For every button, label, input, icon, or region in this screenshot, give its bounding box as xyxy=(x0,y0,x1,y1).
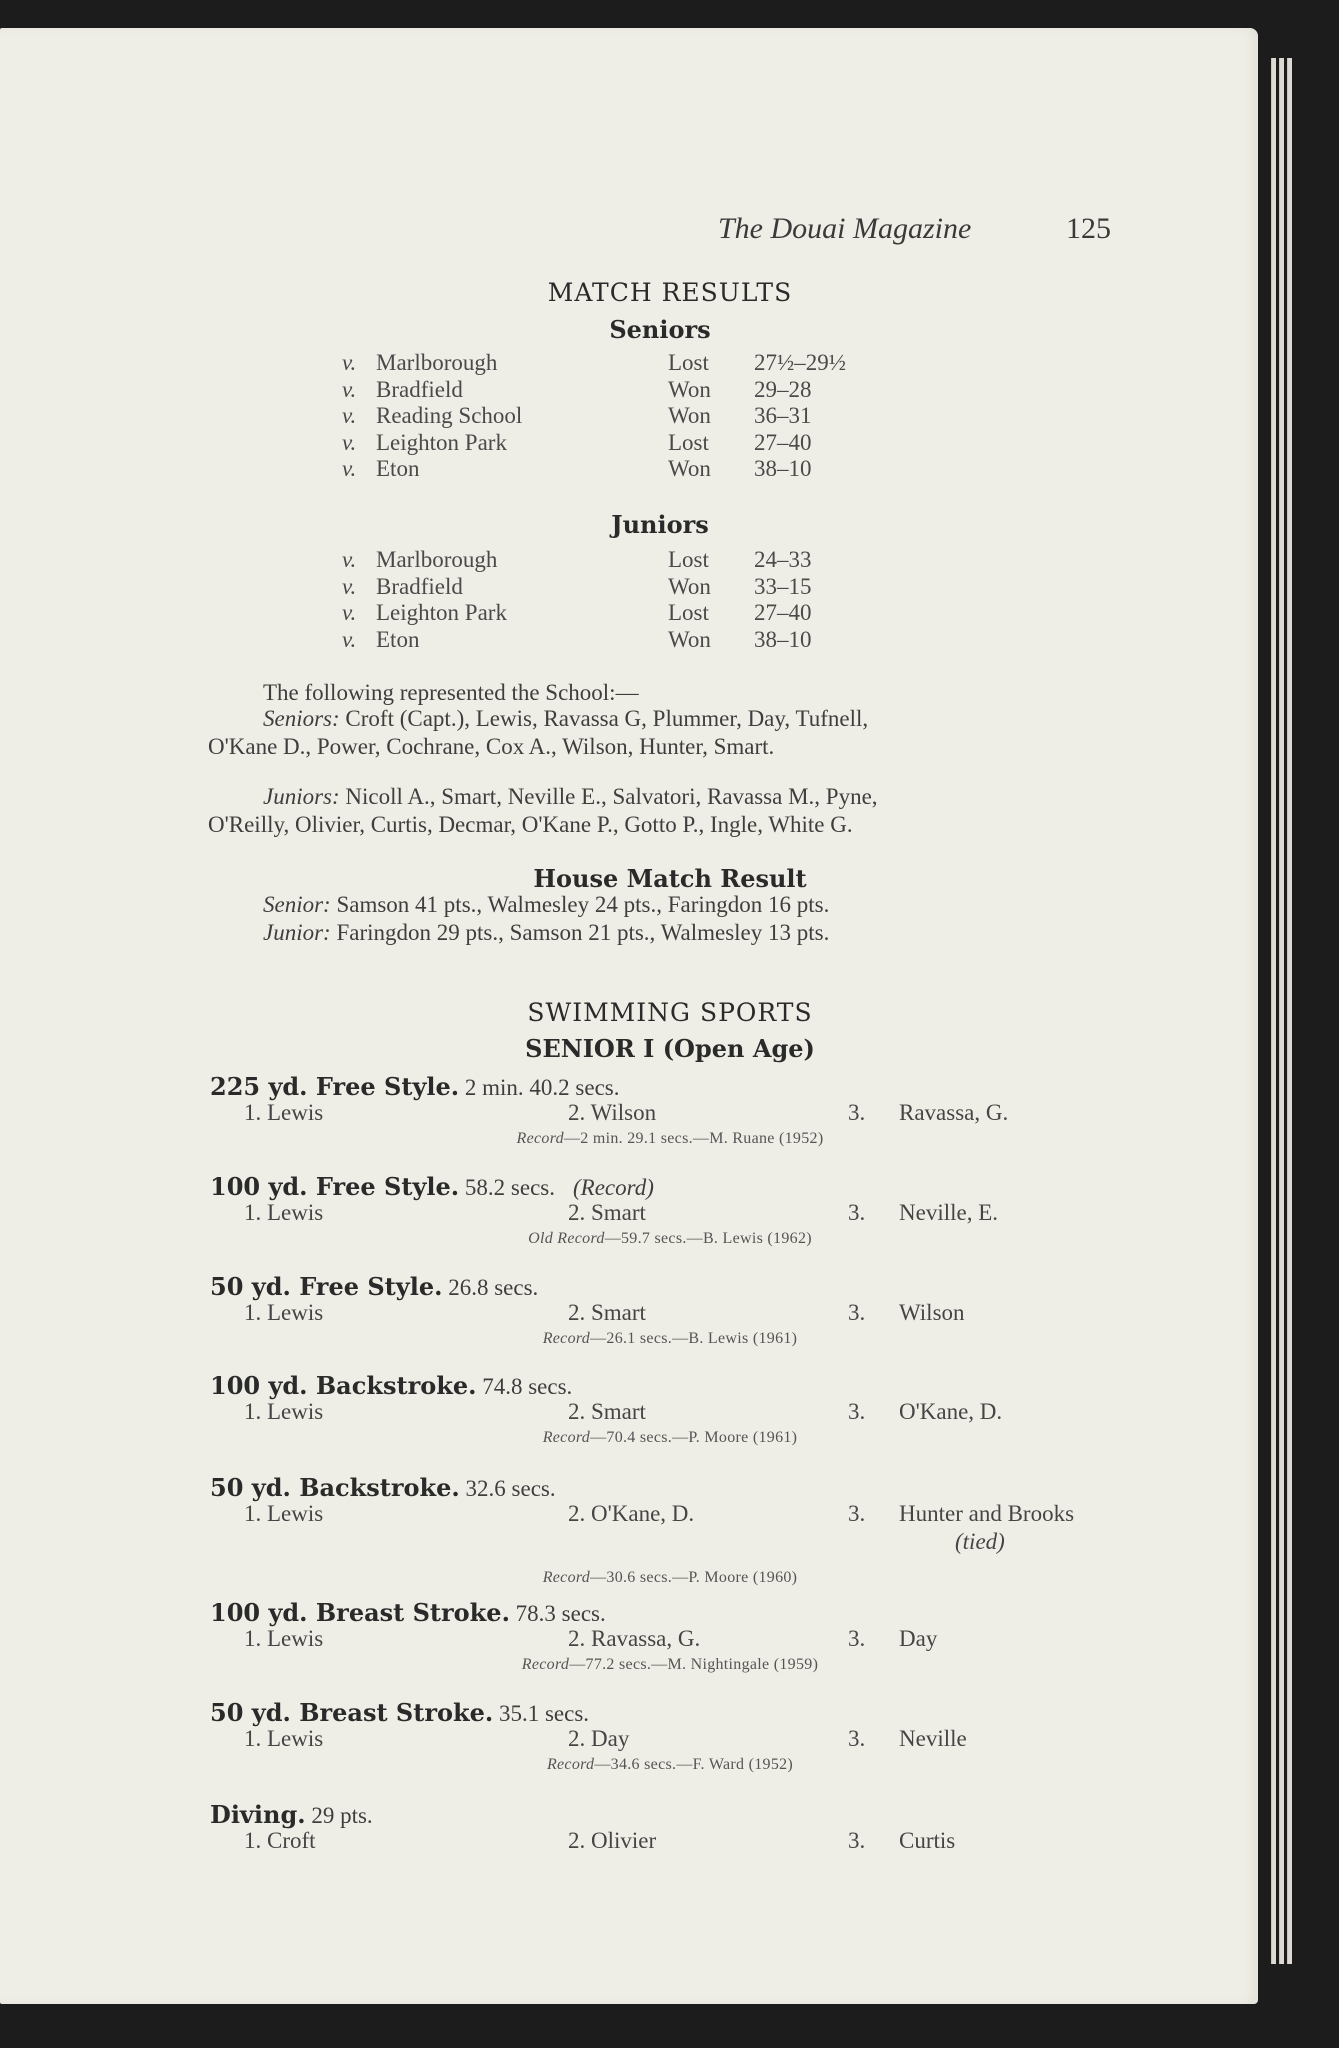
match-result: Won xyxy=(668,626,711,652)
event-name: 50 yd. Breast Stroke. xyxy=(210,1698,494,1727)
third-place-note: (tied) xyxy=(955,1529,1005,1554)
event-heading xyxy=(210,1800,373,1830)
event-heading xyxy=(210,1598,606,1628)
swimming-title: SWIMMING SPORTS xyxy=(527,998,813,1027)
event-time: 35.1 secs. xyxy=(493,1701,590,1726)
event-name: 50 yd. Free Style. xyxy=(210,1272,443,1301)
match-result: Won xyxy=(668,573,711,599)
house-senior-line xyxy=(263,892,829,918)
page-edge xyxy=(1279,58,1284,1964)
opponent-name: Marlborough xyxy=(376,547,498,572)
record-label: Record xyxy=(542,1330,591,1347)
third-place-number: 3. xyxy=(848,1100,866,1125)
third-place: Curtis xyxy=(899,1828,956,1853)
juniors-team-names: Nicoll A., Smart, Neville E., Salvatori, Ravassa M., Pyne, xyxy=(345,784,878,809)
record-line xyxy=(430,1330,910,1348)
match-score: 33–15 xyxy=(754,573,812,599)
seniors-team-label: Seniors: xyxy=(263,706,340,731)
record-text: —26.1 secs.—B. Lewis (1961) xyxy=(590,1330,798,1347)
juniors-team-line xyxy=(263,784,878,810)
third-place: O'Kane, D. xyxy=(899,1399,1003,1424)
opponent-name: Reading School xyxy=(376,403,523,428)
record-line xyxy=(430,1130,910,1148)
match-result: Lost xyxy=(668,547,709,572)
match-result: Lost xyxy=(668,350,709,375)
match-score: 24–33 xyxy=(754,547,812,572)
match-result: Won xyxy=(668,376,711,402)
opponent-name: Leighton Park xyxy=(376,600,507,625)
event-name: 100 yd. Backstroke. xyxy=(210,1371,477,1400)
house-junior-label: Junior: xyxy=(263,920,331,945)
record-line xyxy=(430,1656,910,1674)
second-place: 2. Ravassa, G. xyxy=(568,1626,701,1651)
third-place: Neville xyxy=(899,1726,967,1751)
second-place: 2. O'Kane, D. xyxy=(568,1501,695,1526)
match-score: 38–10 xyxy=(754,456,812,481)
juniors-team-line-2: O'Reilly, Olivier, Curtis, Decmar, O'Kane P., Gotto P., Ingle, White G. xyxy=(208,812,853,837)
match-score: 27½–29½ xyxy=(754,350,846,375)
record-text: —34.6 secs.—F. Ward (1952) xyxy=(594,1756,794,1773)
magazine-title: The Douai Magazine xyxy=(718,212,972,245)
event-time: 32.6 secs. xyxy=(459,1476,556,1501)
second-place: 2. Smart xyxy=(568,1200,646,1225)
first-place: 1. Lewis xyxy=(244,1399,324,1424)
juniors-heading: Juniors xyxy=(611,510,709,539)
third-place: Wilson xyxy=(899,1300,965,1325)
first-place: 1. Lewis xyxy=(244,1726,324,1751)
opponent-name: Marlborough xyxy=(376,350,498,375)
record-label: Record xyxy=(516,1130,564,1147)
house-senior-label: Senior: xyxy=(263,892,331,917)
match-result: Lost xyxy=(668,600,709,625)
match-result: Won xyxy=(668,456,711,481)
match-score: 27–40 xyxy=(754,600,812,625)
record-label: Record xyxy=(521,1656,570,1673)
match-score: 36–31 xyxy=(754,403,812,428)
second-place: 2. Olivier xyxy=(568,1828,657,1853)
record-text: —2 min. 29.1 secs.—M. Ruane (1952) xyxy=(563,1130,824,1147)
first-place: 1. Lewis xyxy=(244,1501,324,1526)
house-junior-line xyxy=(263,920,829,946)
seniors-team-line-2: O'Kane D., Power, Cochrane, Cox A., Wilson, Hunter, Smart. xyxy=(208,734,775,759)
third-place: Neville, E. xyxy=(899,1200,998,1225)
record-text: —70.4 secs.—P. Moore (1961) xyxy=(590,1429,798,1446)
match-score: 29–28 xyxy=(754,376,812,402)
running-head xyxy=(718,212,971,246)
event-name: 50 yd. Backstroke. xyxy=(210,1473,460,1502)
versus-label: v. xyxy=(342,456,357,481)
third-place: Hunter and Brooks xyxy=(899,1501,1075,1526)
house-match-title: House Match Result xyxy=(533,864,807,893)
page-edge xyxy=(1271,58,1276,1964)
record-label: Record xyxy=(542,1569,591,1586)
versus-label: v. xyxy=(342,573,357,599)
record-line xyxy=(430,1429,910,1447)
match-score: 27–40 xyxy=(754,429,812,455)
record-text: —30.6 secs.—P. Moore (1960) xyxy=(590,1569,798,1586)
house-senior-text: Samson 41 pts., Walmesley 24 pts., Faringdon 16 pts. xyxy=(336,892,830,917)
event-heading xyxy=(210,1473,556,1503)
third-place: Day xyxy=(899,1626,938,1651)
seniors-team-line xyxy=(263,706,868,732)
third-place-number: 3. xyxy=(848,1828,866,1853)
third-place-number: 3. xyxy=(848,1300,866,1325)
event-heading xyxy=(210,1272,538,1302)
second-place: 2. Wilson xyxy=(568,1100,657,1125)
first-place: 1. Croft xyxy=(244,1828,316,1853)
match-result: Lost xyxy=(668,429,709,455)
second-place: 2. Smart xyxy=(568,1399,646,1424)
versus-label: v. xyxy=(342,600,357,625)
juniors-team-label: Juniors: xyxy=(263,784,340,809)
record-label: Record xyxy=(542,1429,591,1446)
first-place: 1. Lewis xyxy=(244,1626,324,1651)
event-heading xyxy=(210,1072,620,1102)
event-time: 58.2 secs. xyxy=(459,1175,555,1200)
event-time: 78.3 secs. xyxy=(509,1601,606,1626)
event-time: 26.8 secs. xyxy=(442,1275,539,1300)
third-place-number: 3. xyxy=(848,1501,866,1526)
event-time: 2 min. 40.2 secs. xyxy=(459,1075,620,1100)
third-place-number: 3. xyxy=(848,1726,866,1751)
match-score: 38–10 xyxy=(754,626,812,652)
record-line xyxy=(430,1230,910,1248)
page-edge xyxy=(1287,58,1292,1964)
opponent-name: Eton xyxy=(376,456,420,481)
opponent-name: Leighton Park xyxy=(376,429,507,455)
third-place-number: 3. xyxy=(848,1200,866,1225)
record-label: Record xyxy=(546,1756,595,1773)
versus-label: v. xyxy=(342,350,357,375)
opponent-name: Bradfield xyxy=(376,376,463,402)
versus-label: v. xyxy=(342,376,357,402)
first-place: 1. Lewis xyxy=(244,1200,324,1225)
match-result: Won xyxy=(668,403,711,428)
versus-label: v. xyxy=(342,403,357,428)
event-heading xyxy=(210,1371,572,1401)
event-name: 225 yd. Free Style. xyxy=(210,1072,460,1101)
represented-intro: The following represented the School:— xyxy=(263,680,639,705)
page-number: 125 xyxy=(1066,212,1111,245)
opponent-name: Eton xyxy=(376,626,420,652)
third-place-number: 3. xyxy=(848,1399,866,1424)
first-place: 1. Lewis xyxy=(244,1300,324,1325)
house-junior-text: Faringdon 29 pts., Samson 21 pts., Walmesley 13 pts. xyxy=(336,920,830,945)
event-name: 100 yd. Breast Stroke. xyxy=(210,1598,510,1627)
opponent-name: Bradfield xyxy=(376,573,463,599)
record-text: —77.2 secs.—M. Nightingale (1959) xyxy=(569,1656,819,1673)
event-name: 100 yd. Free Style. xyxy=(210,1172,460,1201)
versus-label: v. xyxy=(342,429,357,455)
swimming-subtitle: SENIOR I (Open Age) xyxy=(525,1034,815,1063)
event-name: Diving. xyxy=(210,1800,306,1829)
first-place: 1. Lewis xyxy=(244,1100,324,1125)
event-time: 74.8 secs. xyxy=(476,1374,573,1399)
versus-label: v. xyxy=(342,626,357,652)
record-line xyxy=(430,1756,910,1774)
event-heading xyxy=(210,1698,589,1728)
second-place: 2. Day xyxy=(568,1726,630,1751)
event-time-note: (Record) xyxy=(572,1175,654,1200)
match-results-title: MATCH RESULTS xyxy=(547,278,793,307)
event-heading xyxy=(210,1172,654,1202)
record-text: —59.7 secs.—B. Lewis (1962) xyxy=(604,1230,812,1247)
record-label: Old Record xyxy=(528,1230,605,1247)
third-place-number: 3. xyxy=(848,1626,866,1651)
seniors-heading: Seniors xyxy=(609,315,711,344)
versus-label: v. xyxy=(342,547,357,572)
record-line xyxy=(430,1569,910,1587)
event-time: 29 pts. xyxy=(305,1803,373,1828)
second-place: 2. Smart xyxy=(568,1300,646,1325)
seniors-team-names: Croft (Capt.), Lewis, Ravassa G, Plummer, Day, Tufnell, xyxy=(345,706,869,731)
third-place: Ravassa, G. xyxy=(899,1100,1009,1125)
